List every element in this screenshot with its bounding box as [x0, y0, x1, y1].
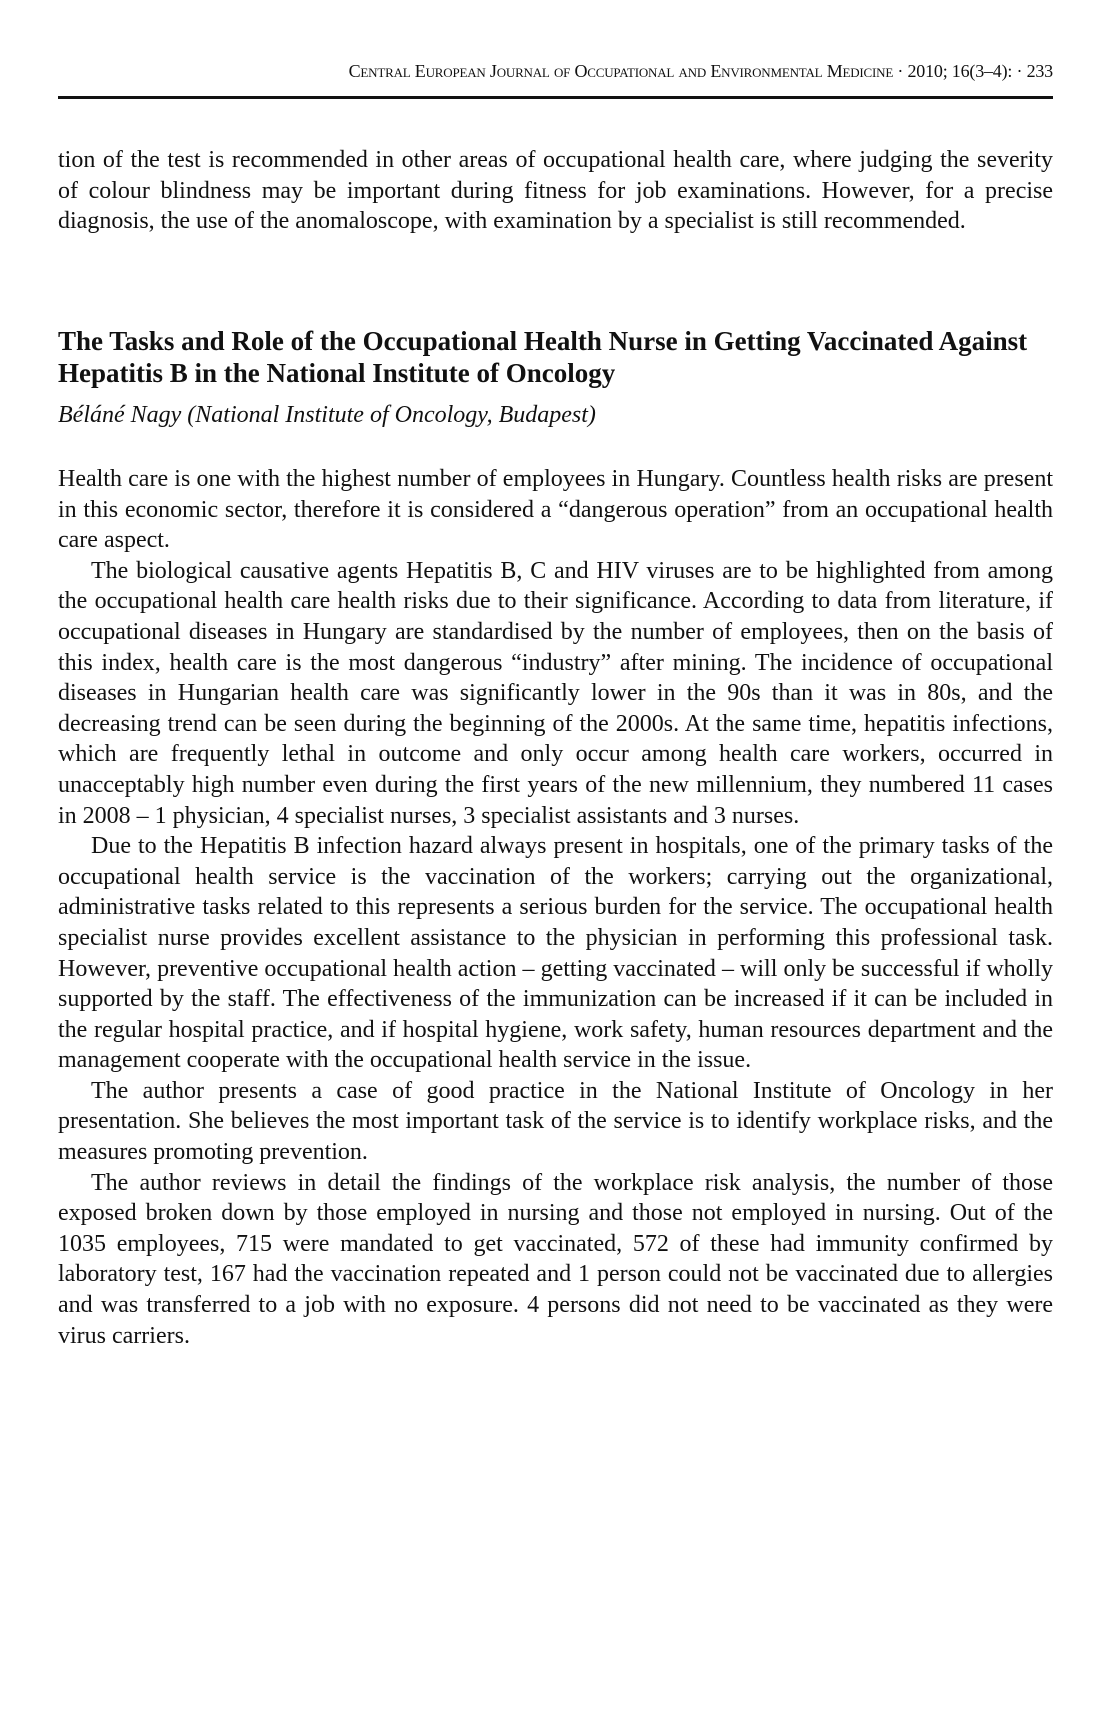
citation: · 2010; 16(3–4): · 233	[897, 61, 1053, 81]
article-body	[58, 464, 1053, 1351]
paragraph: The author reviews in detail the findings of the workplace risk analysis, the number of those exposed broken down by those employed in nursing and those not employed in nursing. Out of the 1035 employees, 715 were mandated to get vaccinated, 572 of these had immunity confirmed by laboratory test, 167 had the vaccination repeated and 1 person could not be vaccinated due to allergies and was transferred to a job with no exposure. 4 persons did not need to be vaccinated as they were virus carriers.	[58, 1169, 1053, 1349]
paragraph: Health care is one with the highest number of employees in Hungary. Countless health risks are present in this economic sector, therefore it is considered a “dangerous operation” from an occupational health care aspect.	[58, 466, 1053, 554]
paragraph: tion of the test is recommended in other areas of occupational health care, where judging the severity of colour blindness may be important during fitness for job examinations. However, for a precise diagnosis, the use of the anomaloscope, with examination by a specialist is still recommended.	[58, 147, 1053, 235]
paragraph: The biological causative agents Hepatitis B, C and HIV viruses are to be highlighted from among the occupational health care health risks due to their significance. According to data from literature, if occupational diseases in Hungary are standardised by the number of employees, then on the basis of this index, health care is the most dangerous “industry” after mining. The incidence of occupational diseases in Hungarian health care was significantly lower in the 90s than it was in 80s, and the decreasing trend can be seen during the beginning of the 2000s. At the same time, hepatitis infections, which are frequently lethal in outcome and only occur among health care workers, occurred in unacceptably high number even during the first years of the new millennium, they numbered 11 cases in 2008 – 1 physician, 4 specialist nurses, 3 specialist assistants and 3 nurses.	[58, 557, 1053, 829]
journal-name: Central European Journal of Occupational and Environmental Medicine	[348, 61, 894, 81]
carry-over-paragraph	[58, 145, 1053, 237]
paragraph: Due to the Hepatitis B infection hazard always present in hospitals, one of the primary tasks of the occupational health service is the vaccination of the workers; carrying out the organizational, administrative tasks related to this represents a serious burden for the service. The occupational health specialist nurse provides excellent assistance to the physician in performing this professional task. However, preventive occupational health action – getting vaccinated – will only be successful if wholly supported by the staff. The effectiveness of the immunization can be increased if it can be included in the regular hospital practice, and if hospital hygiene, work safety, human resources department and the management cooperate with the occupational health service in the issue.	[58, 833, 1053, 1074]
article-byline: Béláné Nagy (National Institute of Oncology, Budapest)	[58, 402, 596, 428]
running-header	[349, 60, 1053, 82]
paragraph: The author presents a case of good practice in the National Institute of Oncology in her presentation. She believes the most important task of the service is to identify workplace risks, and the measures promoting prevention.	[58, 1077, 1053, 1166]
article-title: The Tasks and Role of the Occupational Health Nurse in Getting Vaccinated Against Hepatitis B in the National Institute of Oncology	[58, 326, 1028, 388]
header-rule	[58, 96, 1053, 99]
